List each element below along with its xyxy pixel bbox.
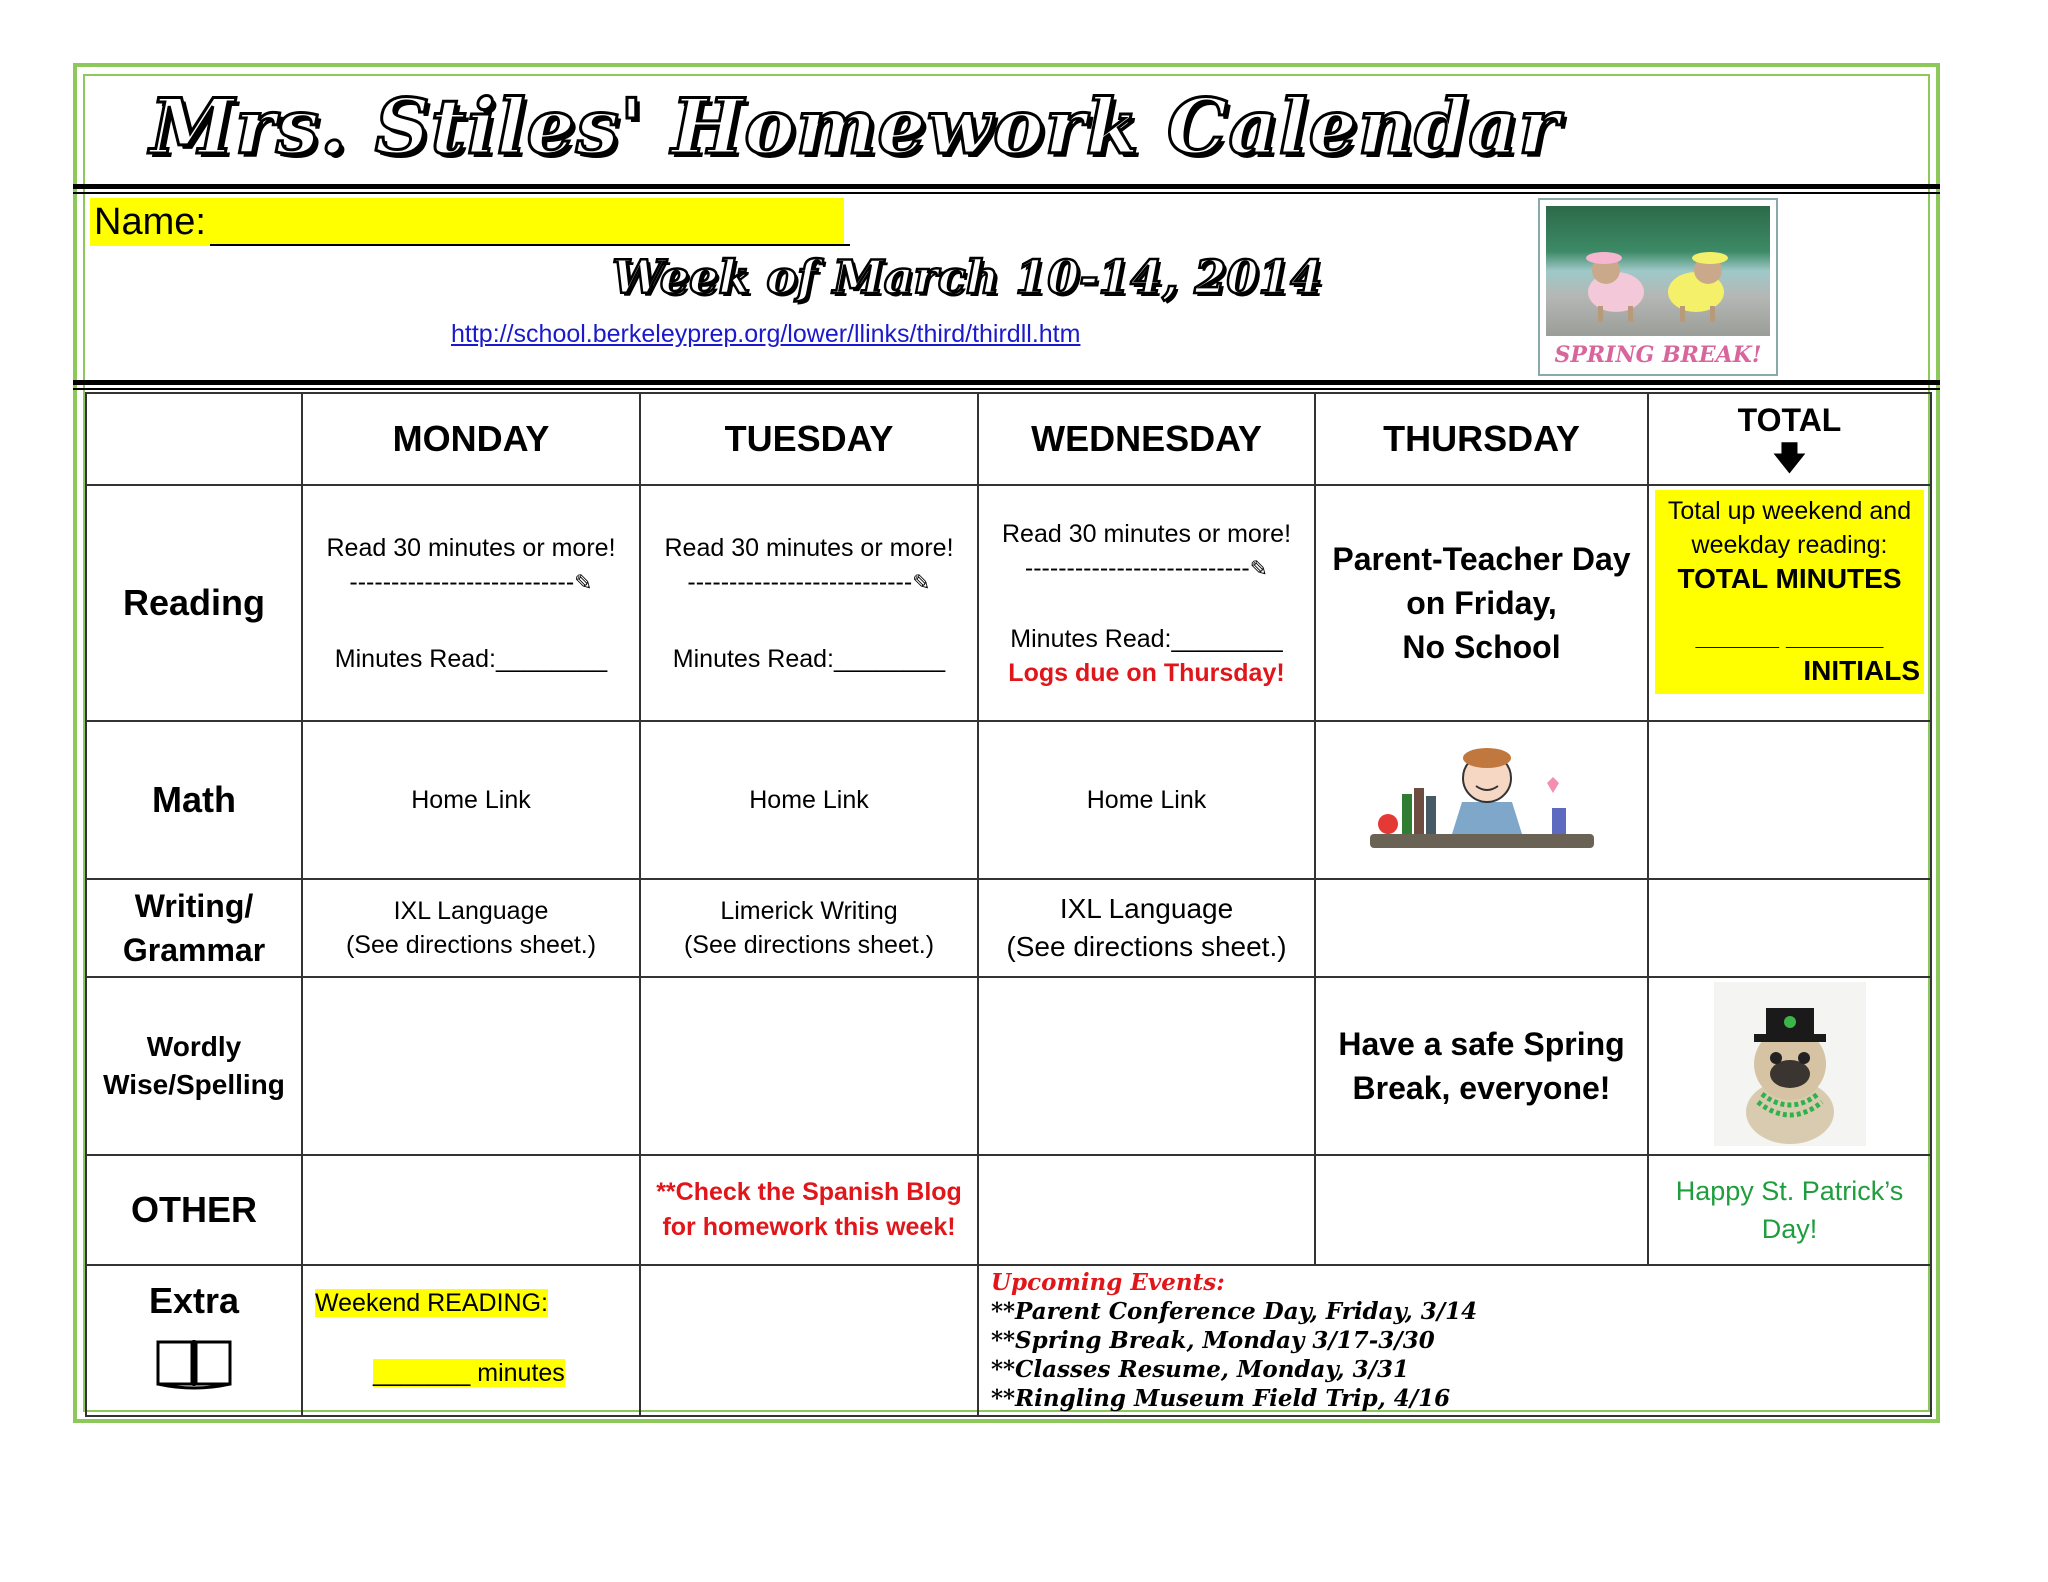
name-field[interactable] xyxy=(90,198,844,246)
col-total xyxy=(1648,393,1931,485)
thursday-note-line: No School xyxy=(1402,629,1561,665)
extra-monday xyxy=(302,1265,640,1416)
minutes-read-field[interactable]: Minutes Read:________ xyxy=(1010,624,1283,653)
pug-illustration xyxy=(1546,206,1770,336)
upcoming-events xyxy=(978,1265,1931,1416)
reading-monday xyxy=(302,485,640,721)
pencil-icon: ✎ xyxy=(1249,555,1269,581)
assignment-note: (See directions sheet.) xyxy=(683,931,935,959)
wordly-row xyxy=(86,977,1931,1155)
spanish-blog-note: for homework this week! xyxy=(662,1213,956,1241)
wordly-total xyxy=(1648,977,1931,1155)
assignment-title: IXL Language xyxy=(393,897,549,925)
spanish-blog-note: **Check the Spanish Blog xyxy=(656,1178,962,1206)
other-total xyxy=(1648,1155,1931,1265)
math-monday: Home Link xyxy=(302,721,640,879)
wordly-monday xyxy=(302,977,640,1155)
math-wednesday: Home Link xyxy=(978,721,1315,879)
row-label-line: Wordly xyxy=(146,1031,242,1062)
writing-thursday xyxy=(1315,879,1648,977)
pencil-icon: ✎ xyxy=(912,569,931,595)
events-title: Upcoming Events: xyxy=(991,1269,1225,1296)
divider xyxy=(73,380,1940,385)
reading-instruction: Read 30 minutes or more! xyxy=(1001,519,1292,548)
reading-thursday xyxy=(1315,485,1648,721)
corner-cell xyxy=(86,393,302,485)
reading-total xyxy=(1648,485,1931,721)
assignment-title: Limerick Writing xyxy=(720,897,898,925)
class-link[interactable]: http://school.berkeleyprep.org/lower/llinks/third/thirdll.htm xyxy=(451,320,1081,348)
page-title: Mrs. Stiles' Homework Calendar xyxy=(150,82,1560,171)
row-label-wordly xyxy=(86,977,302,1155)
row-label-reading: Reading xyxy=(86,485,302,721)
spring-break-caption: SPRING BREAK! xyxy=(1554,342,1762,368)
extra-tuesday xyxy=(640,1265,978,1416)
minutes-read-field[interactable]: Minutes Read:________ xyxy=(672,644,946,673)
row-label-line: Extra xyxy=(148,1280,240,1321)
name-blank[interactable] xyxy=(210,210,850,246)
col-wednesday: WEDNESDAY xyxy=(978,393,1315,485)
thursday-note-line: Parent-Teacher Day xyxy=(1332,541,1631,577)
col-monday: MONDAY xyxy=(302,393,640,485)
writing-row xyxy=(86,879,1931,977)
dash-line: --------------------------- xyxy=(687,567,913,596)
extra-row xyxy=(86,1265,1931,1416)
weekend-minutes-field[interactable]: _______ minutes xyxy=(373,1359,565,1387)
event-item: **Parent Conference Day, Friday, 3/14 xyxy=(991,1298,1478,1325)
divider xyxy=(73,184,1940,189)
reading-instruction: Read 30 minutes or more! xyxy=(326,533,616,562)
week-heading: Week of March 10-14, 2014 xyxy=(612,250,1323,304)
dash-line: --------------------------- xyxy=(349,567,575,596)
row-label-other: OTHER xyxy=(86,1155,302,1265)
assignment-title: IXL Language xyxy=(1059,893,1234,924)
logs-due-note: Logs due on Thursday! xyxy=(1008,658,1285,687)
pencil-icon: ✎ xyxy=(574,569,593,595)
col-tuesday: TUESDAY xyxy=(640,393,978,485)
wordly-wednesday xyxy=(978,977,1315,1155)
event-item: **Spring Break, Monday 3/17-3/30 xyxy=(991,1327,1435,1354)
reading-tuesday xyxy=(640,485,978,721)
writing-wednesday xyxy=(978,879,1315,977)
row-label-extra xyxy=(86,1265,302,1416)
other-thursday xyxy=(1315,1155,1648,1265)
writing-tuesday xyxy=(640,879,978,977)
row-label-math: Math xyxy=(86,721,302,879)
spring-break-message: Have a safe Spring xyxy=(1338,1026,1625,1062)
other-wednesday xyxy=(978,1155,1315,1265)
arrow-down-icon: 🡇 xyxy=(1773,440,1806,476)
row-label-line: Grammar xyxy=(122,932,266,968)
total-blanks[interactable]: ______ _______ xyxy=(1695,623,1884,651)
book-icon xyxy=(154,1334,234,1399)
event-item: **Classes Resume, Monday, 3/31 xyxy=(991,1356,1409,1383)
initials-label: INITIALS xyxy=(1803,655,1920,686)
math-thursday xyxy=(1315,721,1648,879)
name-label: Name: xyxy=(94,201,206,243)
math-tuesday: Home Link xyxy=(640,721,978,879)
divider xyxy=(73,192,1940,194)
spring-break-message: Break, everyone! xyxy=(1352,1070,1611,1106)
divider xyxy=(73,388,1940,390)
total-instruction: weekday reading: xyxy=(1691,531,1888,559)
holiday-greeting: Day! xyxy=(1761,1214,1818,1244)
other-tuesday xyxy=(640,1155,978,1265)
event-item: **Ringling Museum Field Trip, 4/16 xyxy=(991,1385,1451,1412)
homework-table xyxy=(85,392,1932,1417)
header-row xyxy=(86,393,1931,485)
writing-total xyxy=(1648,879,1931,977)
holiday-greeting: Happy St. Patrick’s xyxy=(1675,1176,1904,1206)
col-thursday: THURSDAY xyxy=(1315,393,1648,485)
reading-instruction: Read 30 minutes or more! xyxy=(664,533,954,562)
beach-pugs-image xyxy=(1546,206,1770,336)
other-monday xyxy=(302,1155,640,1265)
st-patricks-pug-photo xyxy=(1714,982,1866,1146)
reading-wednesday xyxy=(978,485,1315,721)
assignment-note: (See directions sheet.) xyxy=(345,931,597,959)
dash-line: --------------------------- xyxy=(1024,553,1250,582)
teacher-desk-illustration xyxy=(1362,738,1602,858)
assignment-note: (See directions sheet.) xyxy=(1006,931,1287,962)
weekend-reading-label: Weekend READING: xyxy=(315,1289,548,1317)
minutes-read-field[interactable]: Minutes Read:________ xyxy=(334,644,608,673)
math-row xyxy=(86,721,1931,879)
row-label-line: Writing/ xyxy=(134,888,254,924)
wordly-tuesday xyxy=(640,977,978,1155)
spring-break-photo xyxy=(1538,198,1778,376)
total-minutes-box xyxy=(1655,490,1924,694)
thursday-note-line: on Friday, xyxy=(1406,585,1557,621)
row-label-line: Wise/Spelling xyxy=(103,1069,285,1100)
reading-row xyxy=(86,485,1931,721)
total-instruction: Total up weekend and xyxy=(1667,497,1912,525)
writing-monday xyxy=(302,879,640,977)
row-label-writing xyxy=(86,879,302,977)
wordly-thursday xyxy=(1315,977,1648,1155)
other-row xyxy=(86,1155,1931,1265)
math-total xyxy=(1648,721,1931,879)
total-label: TOTAL xyxy=(1737,402,1842,438)
total-minutes-label: TOTAL MINUTES xyxy=(1677,563,1902,594)
